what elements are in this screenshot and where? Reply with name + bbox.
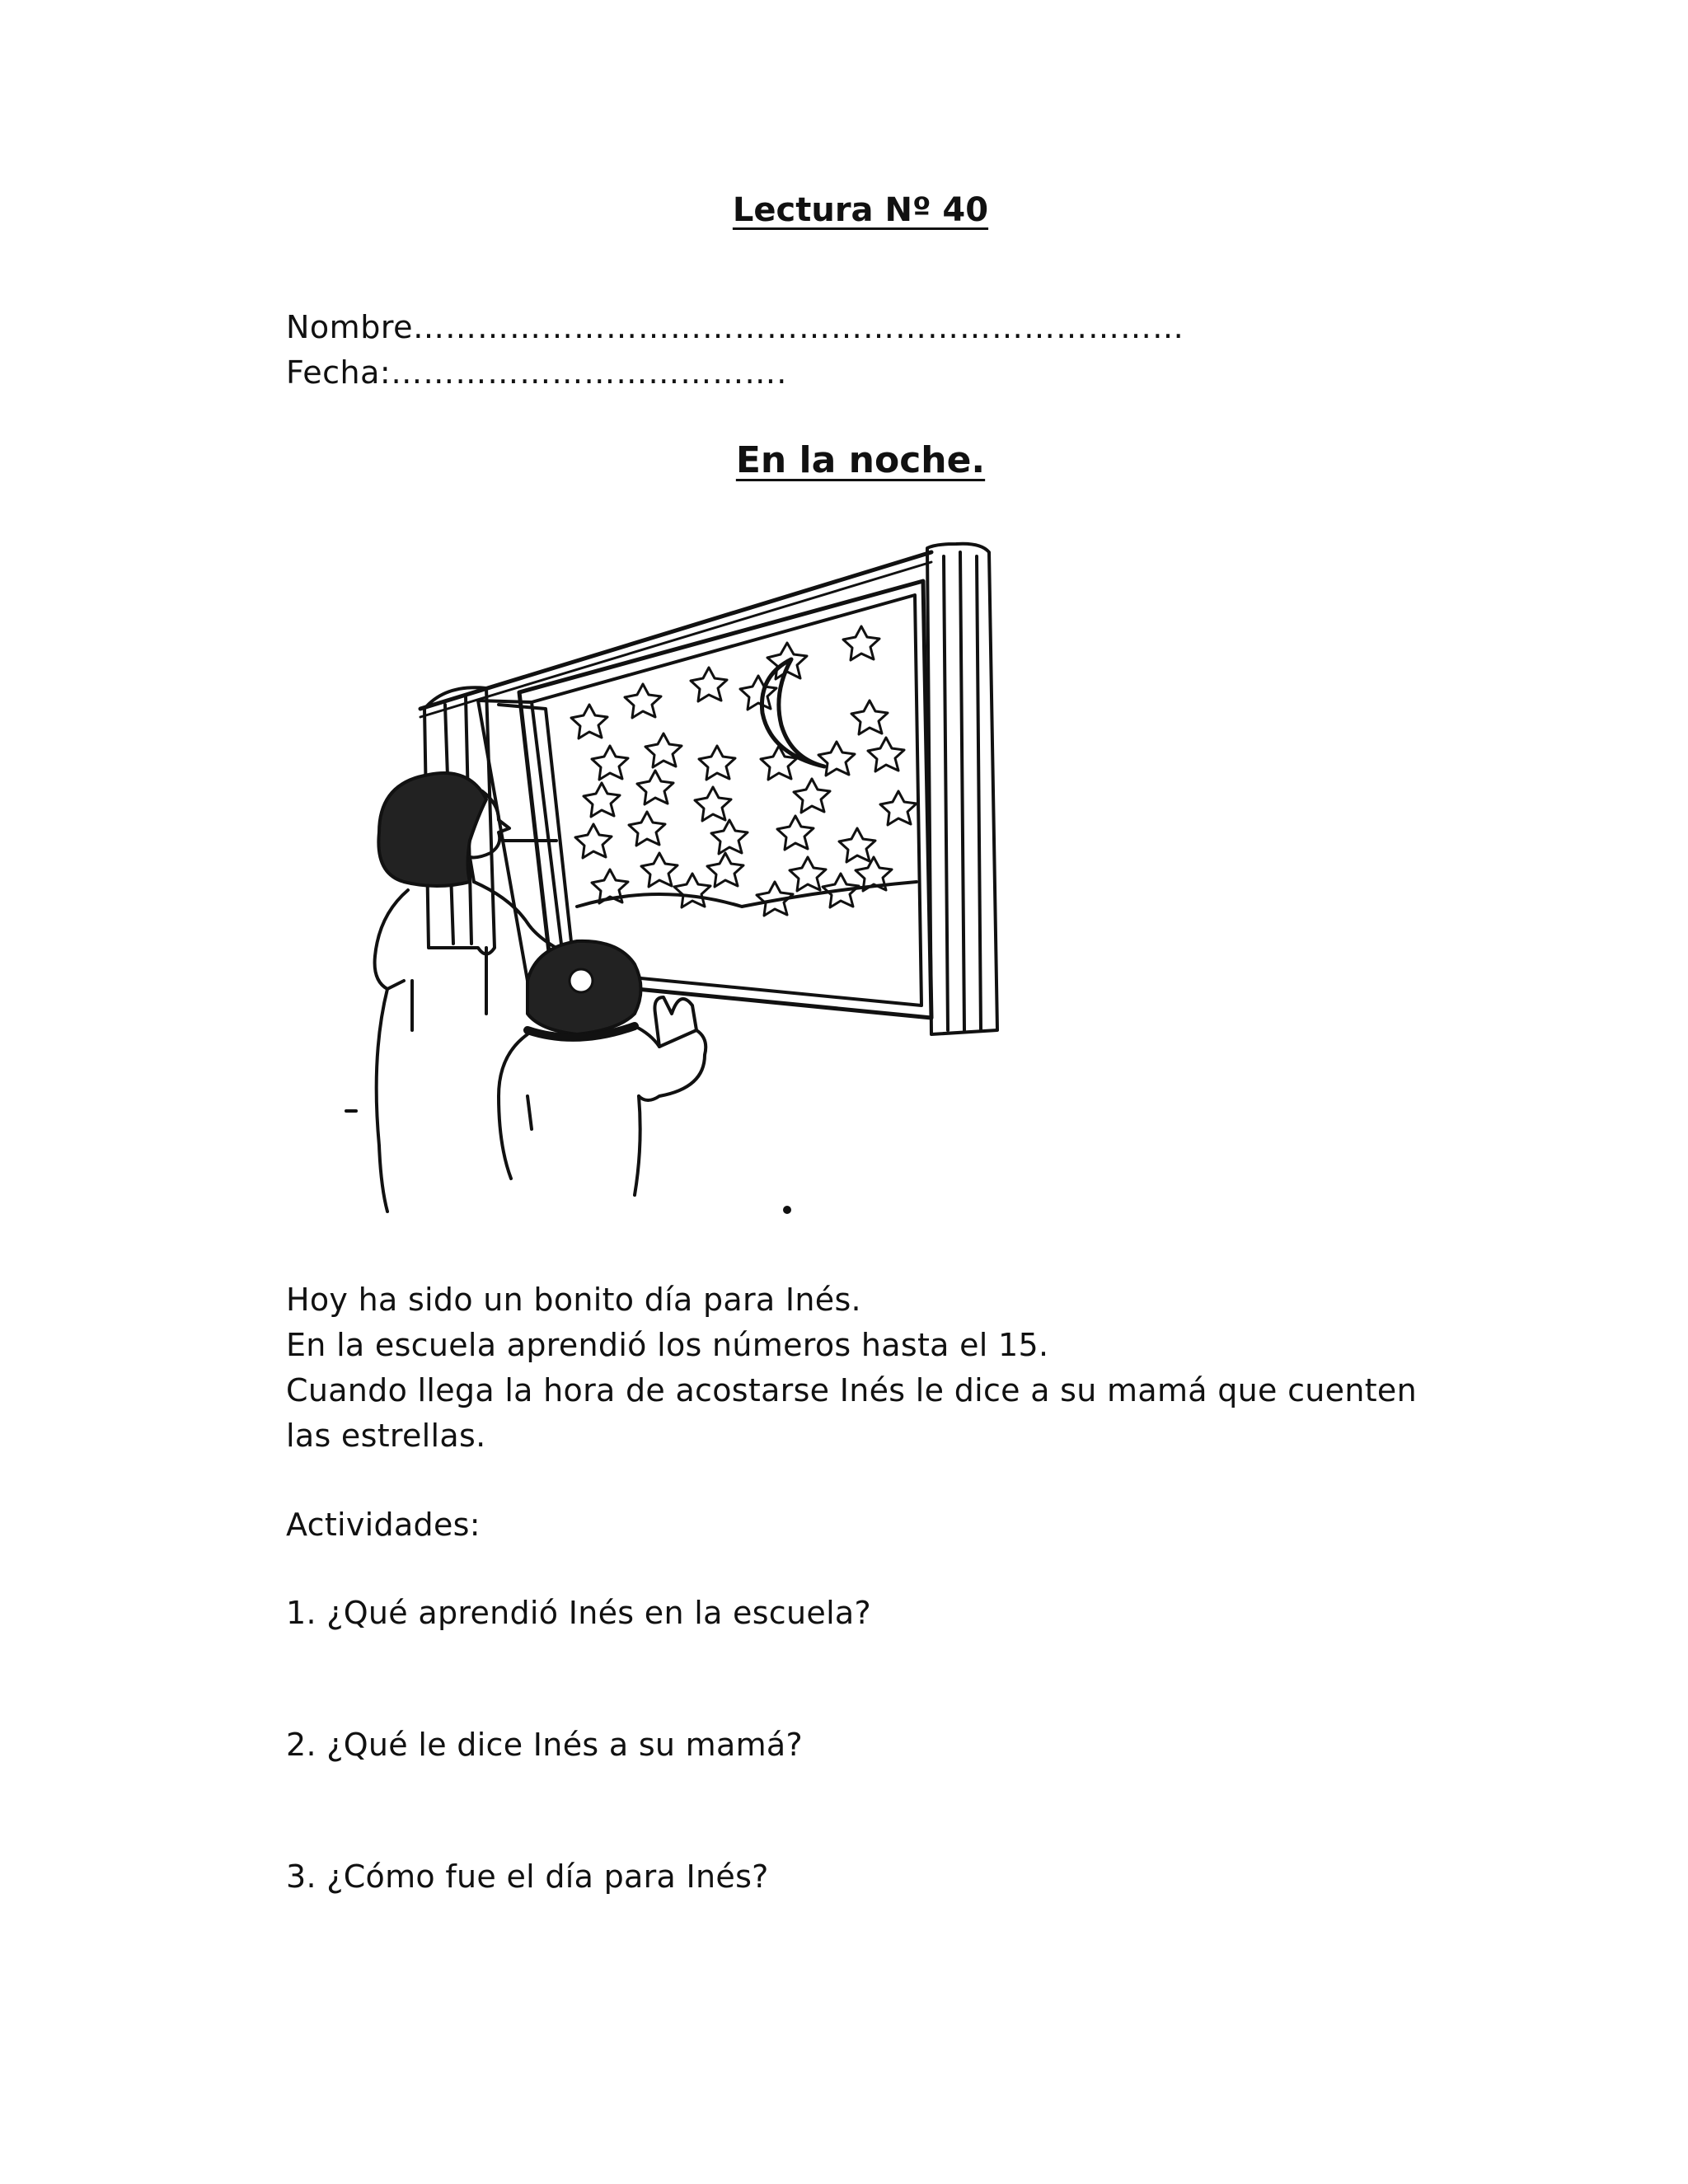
- fecha-label: Fecha:: [286, 354, 392, 391]
- nombre-label: Nombre: [286, 309, 413, 345]
- story-line-2: En la escuela aprendió los números hasta el 15.: [286, 1327, 1049, 1363]
- nombre-dots: ………………………………………………………………: [412, 309, 1184, 345]
- nombre-field: [286, 309, 1184, 345]
- question-3: 3. ¿Cómo fue el día para Inés?: [286, 1858, 769, 1895]
- story-line-3: Cuando llega la hora de acostarse Inés le dice a su mamá que cuenten: [286, 1372, 1417, 1408]
- fecha-dots: ……………………………….: [391, 354, 788, 391]
- story-line-1: Hoy ha sido un bonito día para Inés.: [286, 1282, 861, 1318]
- activities-heading: Actividades:: [286, 1507, 481, 1543]
- mother-child-window-stars-illustration: [330, 519, 1071, 1220]
- question-1: 1. ¿Qué aprendió Inés en la escuela?: [286, 1595, 871, 1631]
- fecha-field: [286, 354, 787, 391]
- story-line-4: las estrellas.: [286, 1418, 486, 1454]
- question-2: 2. ¿Qué le dice Inés a su mamá?: [286, 1727, 803, 1763]
- lectura-title: Lectura Nº 40: [732, 191, 989, 229]
- story-title: En la noche.: [735, 439, 986, 481]
